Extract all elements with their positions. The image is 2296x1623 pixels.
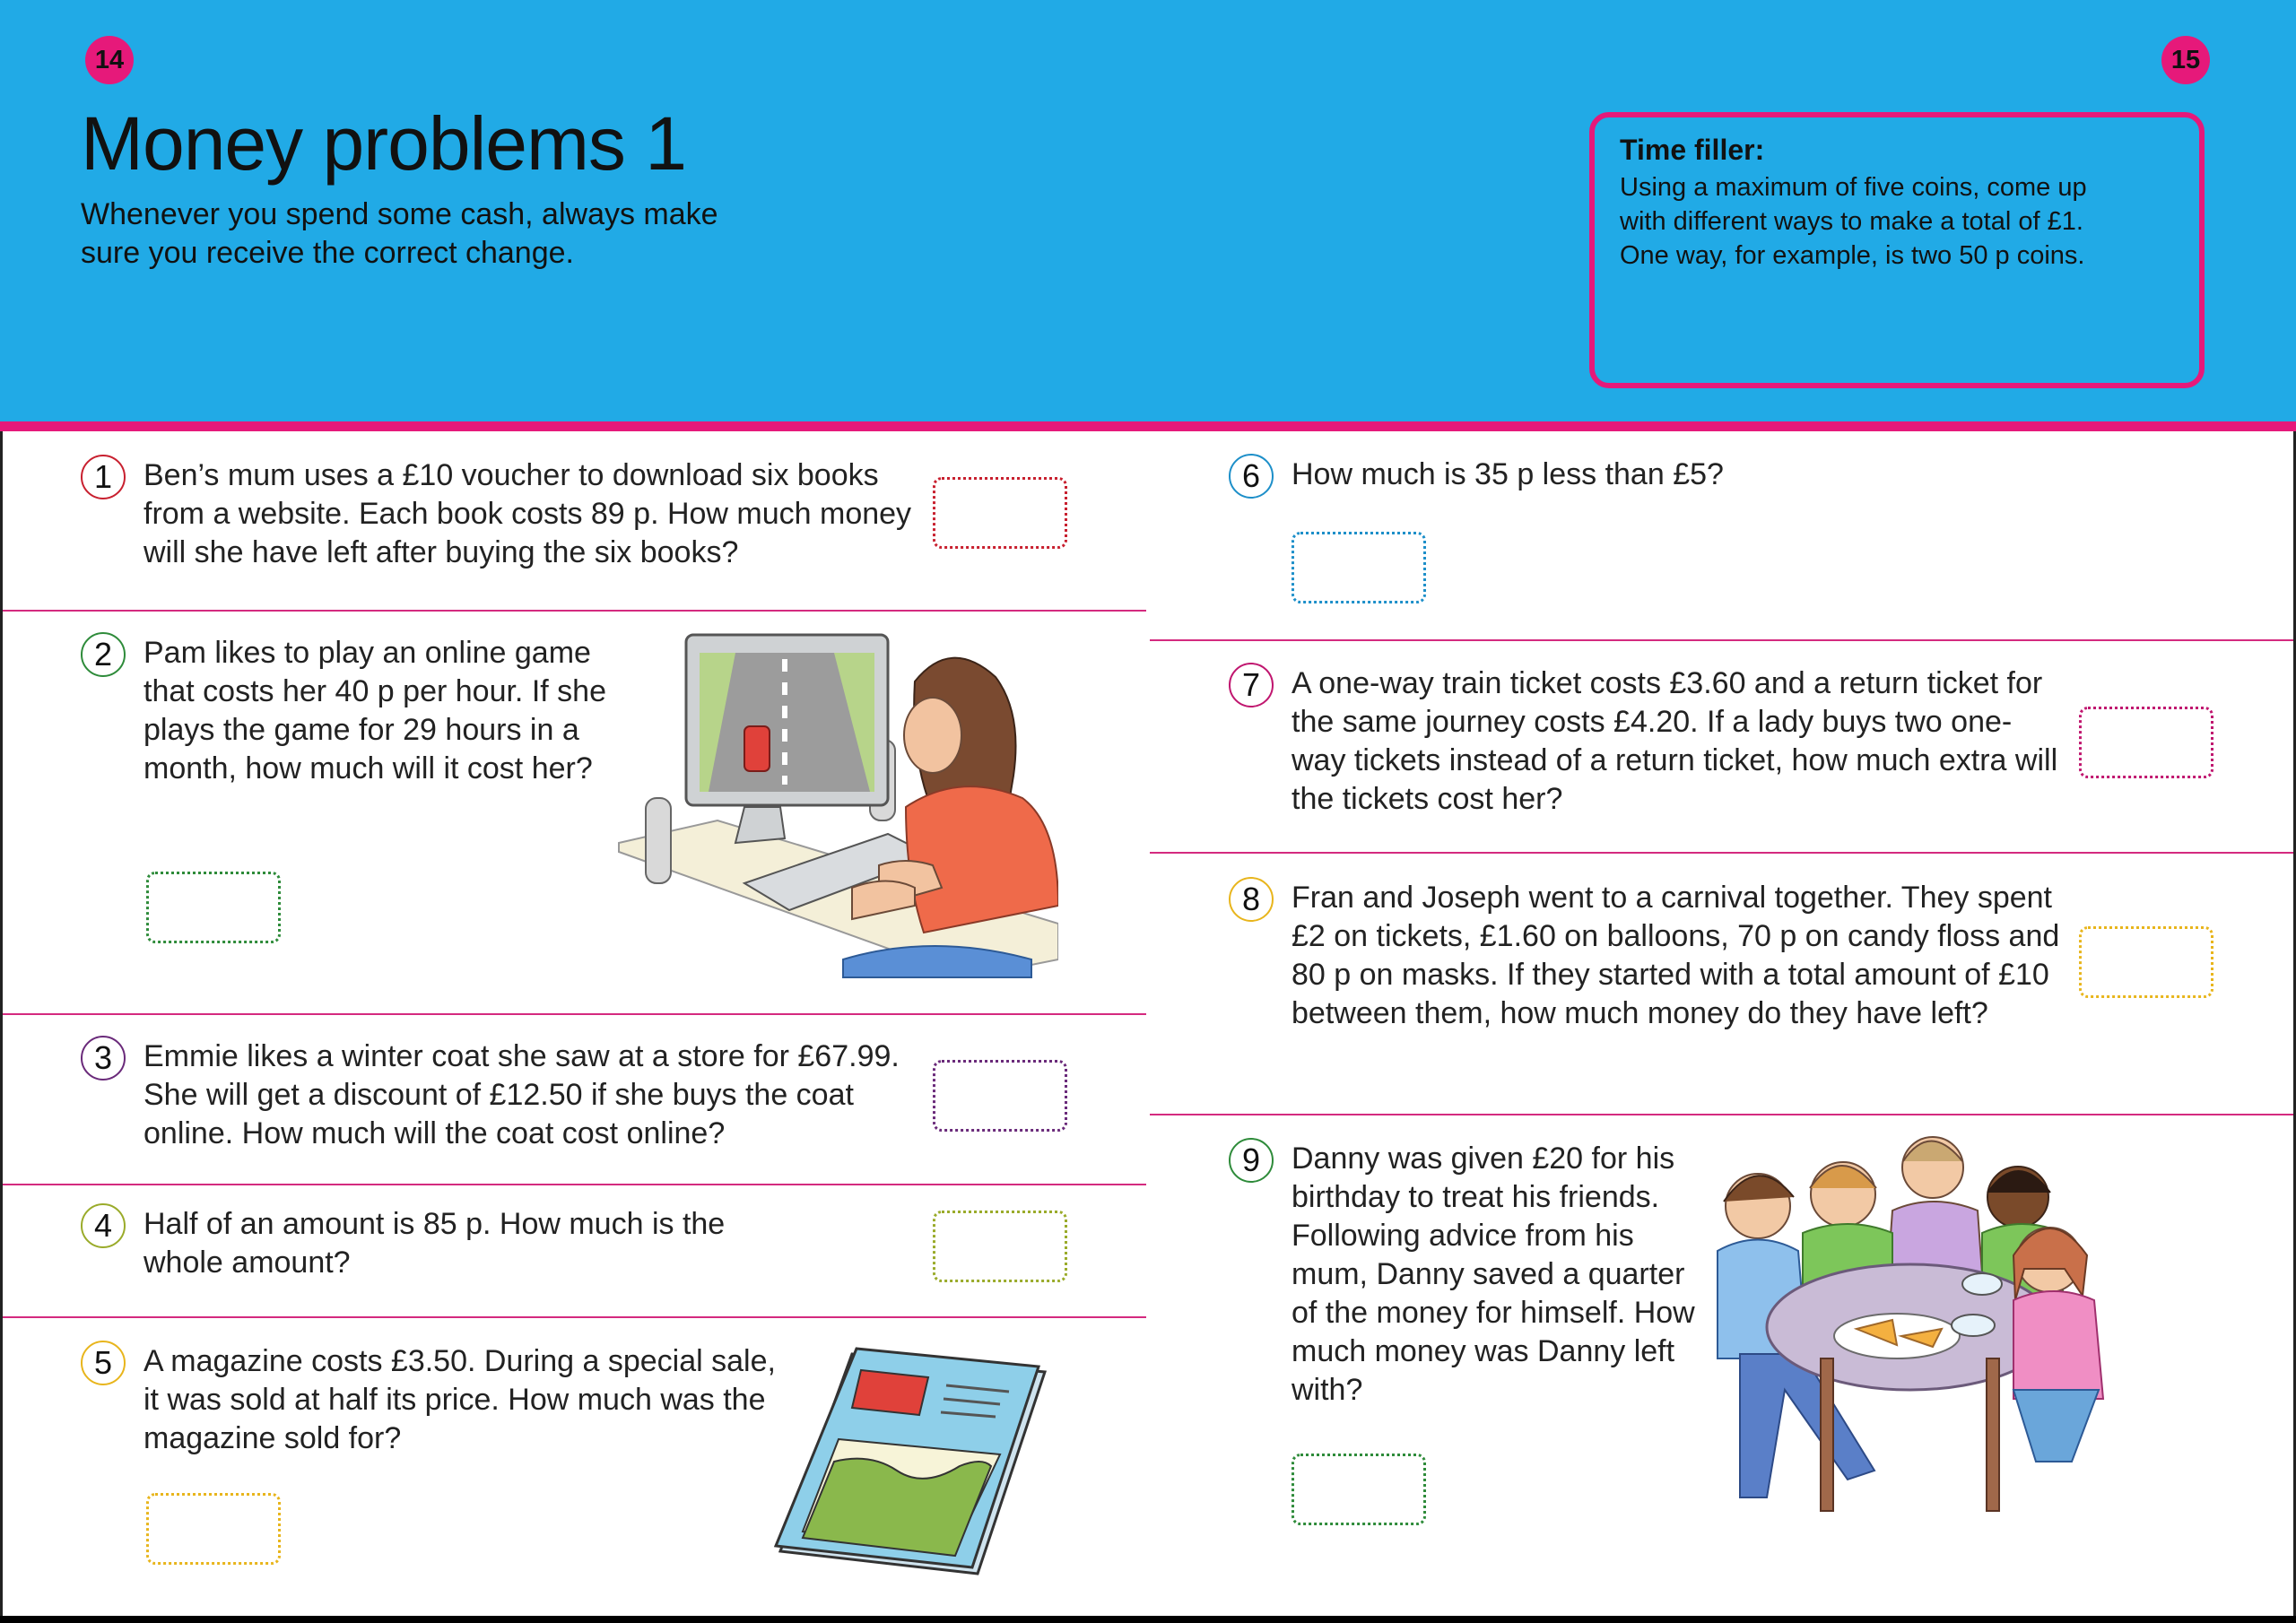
separator xyxy=(1150,639,2296,641)
question-number: 7 xyxy=(1229,663,1274,707)
question-number: 3 xyxy=(81,1036,126,1081)
answer-box-7[interactable] xyxy=(2079,707,2213,778)
question-text: A one-way train ticket costs £3.60 and a return ticket for the same journey costs £4.20. If a lady buys two one-way tickets instead of a return ticket, how much extra will the tickets cost her? xyxy=(1292,666,2058,816)
separator xyxy=(0,1184,1146,1185)
question-number: 8 xyxy=(1229,877,1274,922)
header-divider xyxy=(0,421,2296,431)
magazine-illustration xyxy=(771,1345,1058,1578)
answer-box-3[interactable] xyxy=(933,1060,1067,1132)
page-border-bottom xyxy=(0,1616,2296,1623)
answer-box-2[interactable] xyxy=(146,872,281,943)
answer-box-8[interactable] xyxy=(2079,926,2213,998)
separator xyxy=(0,1013,1146,1015)
question-text: A magazine costs £3.50. During a special sale, it was sold at half its price. How much was the magazine sold for? xyxy=(144,1344,776,1455)
question-number: 6 xyxy=(1229,454,1274,499)
answer-box-4[interactable] xyxy=(933,1211,1067,1282)
answer-box-6[interactable] xyxy=(1292,532,1426,603)
intro-text: Whenever you spend some cash, always make sure you receive the correct change. xyxy=(81,197,718,270)
time-filler-text: Using a maximum of five coins, come up with different ways to make a total of £1. One way, for example, is two 50 p coins. xyxy=(1620,173,2087,270)
girl-at-computer-illustration xyxy=(610,628,1058,986)
question-number: 4 xyxy=(81,1203,126,1248)
question-number: 2 xyxy=(81,632,126,677)
answer-box-5[interactable] xyxy=(146,1493,281,1565)
separator xyxy=(1150,852,2296,854)
question-text: How much is 35 p less than £5? xyxy=(1292,457,1724,491)
question-number: 9 xyxy=(1229,1138,1274,1183)
question-text: Pam likes to play an online game that costs her 40 p per hour. If she plays the game for 29 hours in a month, how much will it cost her? xyxy=(144,636,606,785)
question-number: 1 xyxy=(81,455,126,499)
children-eating-pizza-illustration xyxy=(1704,1121,2108,1515)
question-text: Half of an amount is 85 p. How much is the whole amount? xyxy=(144,1207,726,1280)
page-title: Money problems 1 xyxy=(81,101,686,186)
page-number-right: 15 xyxy=(2161,36,2210,84)
time-filler-box xyxy=(1589,112,2205,388)
separator xyxy=(1150,1114,2296,1115)
time-filler-heading: Time filler: xyxy=(1620,134,1765,166)
page-border-left xyxy=(0,431,3,1623)
separator xyxy=(0,1316,1146,1318)
page-number-left: 14 xyxy=(85,36,134,84)
separator xyxy=(0,610,1146,612)
question-text: Emmie likes a winter coat she saw at a store for £67.99. She will get a discount of £12.50 if she buys the coat online. How much will the coat cost online? xyxy=(144,1039,900,1150)
question-number: 5 xyxy=(81,1341,126,1385)
question-text: Ben’s mum uses a £10 voucher to download six books from a website. Each book costs 89 p. How much money will she have left after buying the six books? xyxy=(144,458,912,569)
question-text: Fran and Joseph went to a carnival together. They spent £2 on tickets, £1.60 on balloons, 70 p on candy floss and 80 p on masks. If they started with a total amount of £10 between them, how much money do they have left? xyxy=(1292,881,2060,1030)
answer-box-9[interactable] xyxy=(1292,1454,1426,1525)
question-text: Danny was given £20 for his birthday to treat his friends. Following advice from his mum, Danny saved a quarter of the money for himself. How much money was Danny left with? xyxy=(1292,1141,1695,1407)
answer-box-1[interactable] xyxy=(933,477,1067,549)
